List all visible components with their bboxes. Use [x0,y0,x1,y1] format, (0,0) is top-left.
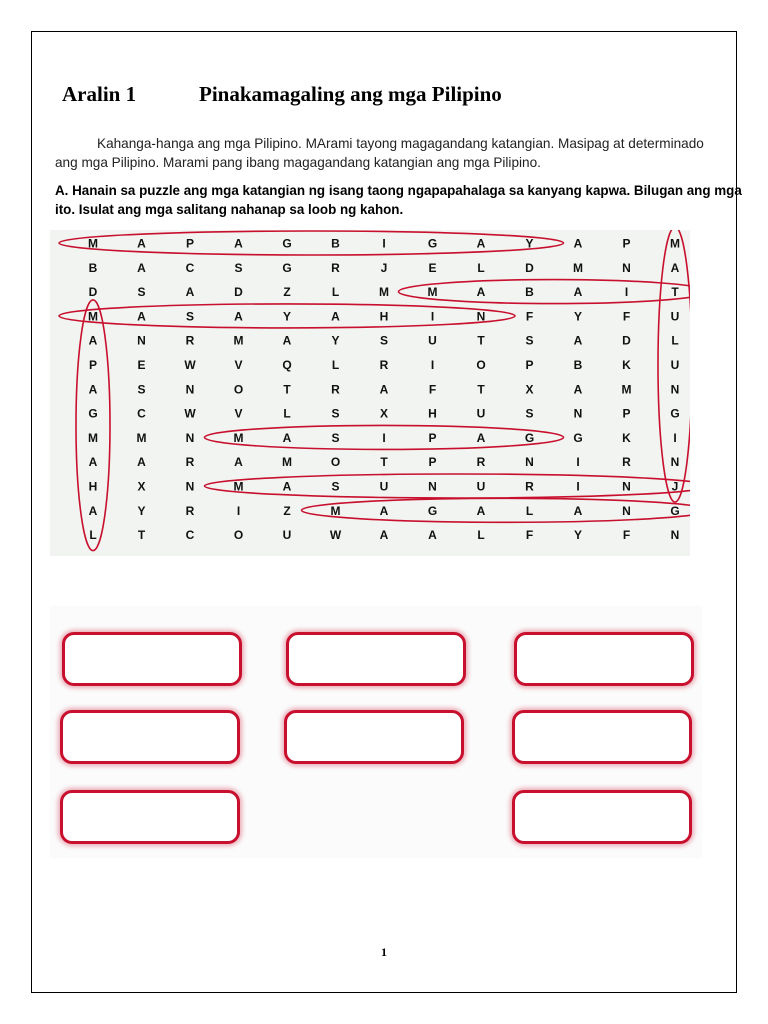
grid-cell-r9-c7[interactable]: P [428,455,437,470]
grid-cell-r1-c0[interactable]: B [88,260,98,275]
grid-cell-r0-c7[interactable]: G [427,236,438,251]
grid-cell-r2-c1[interactable]: S [137,285,146,300]
word-search-puzzle[interactable] [50,230,690,556]
grid-cell-r9-c3[interactable]: A [234,455,243,470]
lesson-number: Aralin 1 [62,82,137,106]
grid-cell-r7-c10[interactable]: N [573,406,583,421]
grid-cell-r9-c4[interactable]: M [282,455,292,470]
grid-cell-r12-c0[interactable]: L [89,528,97,543]
grid-cell-r11-c9[interactable]: L [525,503,534,518]
grid-cell-r8-c1[interactable]: M [136,430,147,445]
grid-cell-r7-c11[interactable]: P [622,406,631,421]
grid-cell-r8-c2[interactable]: N [185,430,195,445]
grid-cell-r2-c2[interactable]: A [185,285,195,300]
grid-cell-r11-c0[interactable]: A [88,503,98,518]
grid-cell-r10-c11[interactable]: N [622,479,631,494]
grid-cell-r8-c10[interactable]: G [573,430,583,445]
grid-cell-r10-c0[interactable]: H [88,479,98,494]
grid-cell-r9-c6[interactable]: T [380,455,388,470]
grid-cell-r0-c4[interactable]: G [282,236,292,251]
grid-cell-r4-c9[interactable]: S [525,333,534,348]
grid-cell-r4-c2[interactable]: R [185,333,195,348]
found-word-circle-h6 [302,498,691,522]
grid-cell-r10-c9[interactable]: R [525,479,534,494]
grid-cell-r12-c12[interactable]: N [670,528,680,543]
grid-cell-r10-c8[interactable]: U [476,479,486,494]
grid-cell-r5-c10[interactable]: B [573,358,583,372]
grid-cell-r6-c8[interactable]: T [477,382,485,397]
grid-cell-r5-c7[interactable]: I [430,358,435,372]
grid-cell-r2-c5[interactable]: L [331,285,340,300]
grid-cell-r11-c6[interactable]: A [379,503,389,518]
grid-cell-r9-c9[interactable]: N [525,455,534,470]
grid-cell-r0-c6[interactable]: I [382,236,386,251]
grid-cell-r12-c8[interactable]: L [477,528,485,543]
grid-cell-r0-c5[interactable]: B [331,236,340,251]
grid-cell-r2-c4[interactable]: Z [283,285,291,300]
grid-cell-r4-c12[interactable]: L [671,333,679,348]
grid-cell-r7-c4[interactable]: L [283,406,291,421]
grid-cell-r7-c12[interactable]: G [670,406,680,421]
grid-cell-r5-c6[interactable]: R [379,358,389,372]
grid-cell-r8-c5[interactable]: S [331,430,340,445]
grid-cell-r1-c8[interactable]: L [477,260,485,275]
grid-cell-r0-c9[interactable]: Y [525,236,534,251]
grid-cell-r0-c1[interactable]: A [137,236,146,251]
grid-cell-r7-c8[interactable]: U [476,406,486,421]
answer-box-4[interactable] [60,710,240,764]
grid-cell-r10-c4[interactable]: A [282,479,292,494]
grid-cell-r0-c12[interactable]: M [670,236,680,251]
grid-cell-r1-c4[interactable]: G [282,260,292,275]
grid-cell-r5-c12[interactable]: U [670,358,680,372]
grid-cell-r11-c4[interactable]: Z [283,503,291,518]
grid-cell-r8-c8[interactable]: A [476,430,486,445]
answer-box-2[interactable] [286,632,466,686]
grid-cell-r8-c7[interactable]: P [428,430,437,445]
grid-cell-r7-c2[interactable]: W [184,406,196,421]
grid-cell-r5-c9[interactable]: P [525,358,534,372]
grid-cell-r7-c0[interactable]: G [88,406,98,421]
grid-cell-r6-c4[interactable]: T [283,382,291,397]
grid-cell-r3-c1[interactable]: A [137,309,146,324]
grid-cell-r7-c6[interactable]: X [379,406,389,421]
found-word-circle-h2 [399,280,691,304]
grid-cell-r6-c7[interactable]: F [428,382,437,397]
grid-cell-r12-c1[interactable]: T [137,528,146,543]
grid-cell-r12-c7[interactable]: A [428,528,437,543]
grid-cell-r9-c10[interactable]: I [576,455,580,470]
grid-cell-r3-c9[interactable]: F [525,309,534,324]
grid-cell-r0-c2[interactable]: P [185,236,195,251]
answer-area [50,606,702,858]
grid-cell-r2-c10[interactable]: A [573,285,583,300]
grid-cell-r6-c9[interactable]: X [525,382,534,397]
grid-cell-r12-c5[interactable]: W [329,528,342,543]
grid-cell-r6-c11[interactable]: M [621,382,632,397]
answer-box-6[interactable] [512,710,692,764]
grid-cell-r3-c3[interactable]: A [234,309,243,324]
grid-cell-r3-c7[interactable]: I [430,309,435,324]
grid-cell-r3-c8[interactable]: N [476,309,486,324]
grid-cell-r4-c6[interactable]: S [379,333,389,348]
grid-cell-r12-c6[interactable]: A [379,528,389,543]
grid-cell-r7-c7[interactable]: H [428,406,437,421]
grid-cell-r11-c7[interactable]: G [427,503,438,518]
grid-cell-r11-c1[interactable]: Y [137,503,146,518]
grid-cell-r11-c5[interactable]: M [330,503,341,518]
word-search-grid[interactable] [50,230,690,556]
grid-cell-r0-c8[interactable]: A [476,236,486,251]
grid-cell-r4-c3[interactable]: M [233,333,244,348]
grid-cell-r4-c1[interactable]: N [137,333,146,348]
grid-cell-r2-c12[interactable]: T [671,285,679,300]
intro-paragraph: Kahanga-hanga ang mga Pilipino. MArami tayong magagandang katangian. Masipag at determinado ang mga Pilipino. Marami pang ibang magagandang katangian ang mga Pilipino. [55,136,704,170]
grid-cell-r12-c3[interactable]: O [233,528,244,543]
grid-cell-r5-c11[interactable]: K [622,358,631,372]
grid-cell-r11-c12[interactable]: G [670,503,680,518]
answer-box-1[interactable] [62,632,242,686]
grid-cell-r0-c3[interactable]: A [234,236,243,251]
grid-cell-r11-c8[interactable]: A [476,503,486,518]
grid-cell-r5-c1[interactable]: E [137,358,146,372]
grid-cell-r8-c4[interactable]: A [282,430,292,445]
grid-cell-r2-c9[interactable]: B [525,285,534,300]
answer-box-8[interactable] [512,790,692,844]
grid-cell-r5-c2[interactable]: W [184,358,196,372]
grid-cell-r2-c11[interactable]: I [624,285,629,300]
grid-cell-r11-c11[interactable]: N [622,503,631,518]
grid-cell-r10-c12[interactable]: J [671,479,679,494]
grid-cell-r7-c5[interactable]: S [331,406,340,421]
grid-cell-r8-c6[interactable]: I [382,430,386,445]
grid-cell-r11-c2[interactable]: R [185,503,195,518]
grid-cell-r3-c12[interactable]: U [670,309,680,324]
grid-cell-r8-c3[interactable]: M [233,430,244,445]
grid-cell-r2-c7[interactable]: M [427,285,438,300]
grid-cell-r10-c10[interactable]: I [576,479,580,494]
grid-cell-r4-c10[interactable]: A [573,333,583,348]
grid-cell-r1-c2[interactable]: C [185,260,195,275]
grid-cell-r7-c1[interactable]: C [137,406,146,421]
grid-cell-r3-c4[interactable]: Y [282,309,292,324]
grid-cell-r4-c7[interactable]: U [428,333,437,348]
grid-cell-r11-c10[interactable]: A [573,503,583,518]
answer-box-5[interactable] [284,710,464,764]
grid-cell-r5-c5[interactable]: L [331,358,340,372]
grid-cell-r2-c8[interactable]: A [476,285,486,300]
grid-cell-r6-c12[interactable]: N [670,382,680,397]
grid-cell-r10-c2[interactable]: N [185,479,195,494]
grid-cell-r8-c0[interactable]: M [88,430,98,445]
grid-cell-r4-c8[interactable]: T [477,333,485,348]
grid-cell-r1-c9[interactable]: D [525,260,534,275]
answer-box-3[interactable] [514,632,694,686]
grid-cell-r6-c6[interactable]: A [379,382,389,397]
grid-cell-r1-c12[interactable]: A [670,260,680,275]
grid-cell-r10-c1[interactable]: X [137,479,146,494]
grid-cell-r12-c4[interactable]: U [282,528,292,543]
grid-cell-r0-c0[interactable]: M [88,236,98,251]
grid-cell-r6-c0[interactable]: A [88,382,98,397]
grid-cell-r9-c12[interactable]: N [670,455,680,470]
grid-cell-r9-c5[interactable]: O [330,455,341,470]
grid-cell-r1-c7[interactable]: E [428,260,437,275]
instruction-text: A. Hanain sa puzzle ang mga katangian ng isang taong ngapapahalaga sa kanyang kapwa. Bilugan ang mga ito. Isulat ang mga salitang nahanap sa loob ng kahon. [55,183,742,217]
grid-cell-r0-c10[interactable]: A [573,236,583,251]
grid-cell-r1-c1[interactable]: A [137,260,146,275]
grid-cell-r0-c11[interactable]: P [622,236,631,251]
grid-cell-r7-c3[interactable]: V [234,406,243,421]
grid-cell-r3-c0[interactable]: M [88,309,98,324]
grid-cell-r12-c11[interactable]: F [622,528,631,543]
grid-cell-r5-c0[interactable]: P [88,358,98,372]
grid-cell-r8-c12[interactable]: I [673,430,677,445]
found-word-circle-h5 [205,474,691,498]
answer-box-7[interactable] [60,790,240,844]
grid-cell-r3-c5[interactable]: A [331,309,340,324]
grid-cell-r12-c9[interactable]: F [525,528,534,543]
grid-cell-r1-c11[interactable]: N [622,260,631,275]
grid-cell-r3-c11[interactable]: F [622,309,631,324]
grid-cell-r10-c3[interactable]: M [233,479,244,494]
grid-cell-r4-c0[interactable]: A [88,333,98,348]
grid-cell-r3-c6[interactable]: H [379,309,389,324]
grid-cell-r3-c10[interactable]: Y [573,309,583,324]
grid-cell-r5-c4[interactable]: Q [282,358,292,372]
grid-cell-r1-c6[interactable]: J [380,260,388,275]
found-word-circle-h1 [59,231,564,255]
grid-cell-r7-c9[interactable]: S [525,406,534,421]
grid-cell-r5-c8[interactable]: O [476,358,486,372]
grid-cell-r8-c11[interactable]: K [622,430,631,445]
grid-cell-r3-c2[interactable]: S [185,309,195,324]
grid-cell-r4-c4[interactable]: A [282,333,292,348]
grid-cell-r10-c6[interactable]: U [379,479,389,494]
grid-cell-r9-c8[interactable]: R [476,455,486,470]
grid-cell-r11-c3[interactable]: I [236,503,241,518]
grid-cell-r2-c6[interactable]: M [379,285,389,300]
grid-cell-r6-c10[interactable]: A [573,382,583,397]
grid-cell-r6-c1[interactable]: S [137,382,146,397]
page-number: 1 [381,945,387,959]
grid-cell-r6-c5[interactable]: R [331,382,340,397]
grid-cell-r12-c2[interactable]: C [185,528,195,543]
grid-cell-r12-c10[interactable]: Y [573,528,583,543]
grid-cell-r10-c7[interactable]: N [428,479,437,494]
grid-cell-r8-c9[interactable]: G [524,430,535,445]
grid-cell-r9-c2[interactable]: R [185,455,195,470]
grid-cell-r2-c0[interactable]: D [88,285,98,300]
grid-cell-r6-c2[interactable]: N [185,382,195,397]
grid-cell-r1-c3[interactable]: S [234,260,243,275]
grid-cell-r9-c11[interactable]: R [622,455,631,470]
grid-cell-r9-c1[interactable]: A [137,455,146,470]
grid-cell-r2-c3[interactable]: D [234,285,243,300]
grid-cell-r10-c5[interactable]: S [331,479,340,494]
grid-cell-r5-c3[interactable]: V [234,358,243,372]
grid-cell-r4-c5[interactable]: Y [331,333,340,348]
grid-cell-r1-c10[interactable]: M [573,260,583,275]
grid-cell-r1-c5[interactable]: R [331,260,340,275]
grid-cell-r9-c0[interactable]: A [88,455,98,470]
grid-cell-r4-c11[interactable]: D [622,333,631,348]
grid-cell-r6-c3[interactable]: O [233,382,244,397]
lesson-title: Pinakamagaling ang mga Pilipino [199,82,502,106]
